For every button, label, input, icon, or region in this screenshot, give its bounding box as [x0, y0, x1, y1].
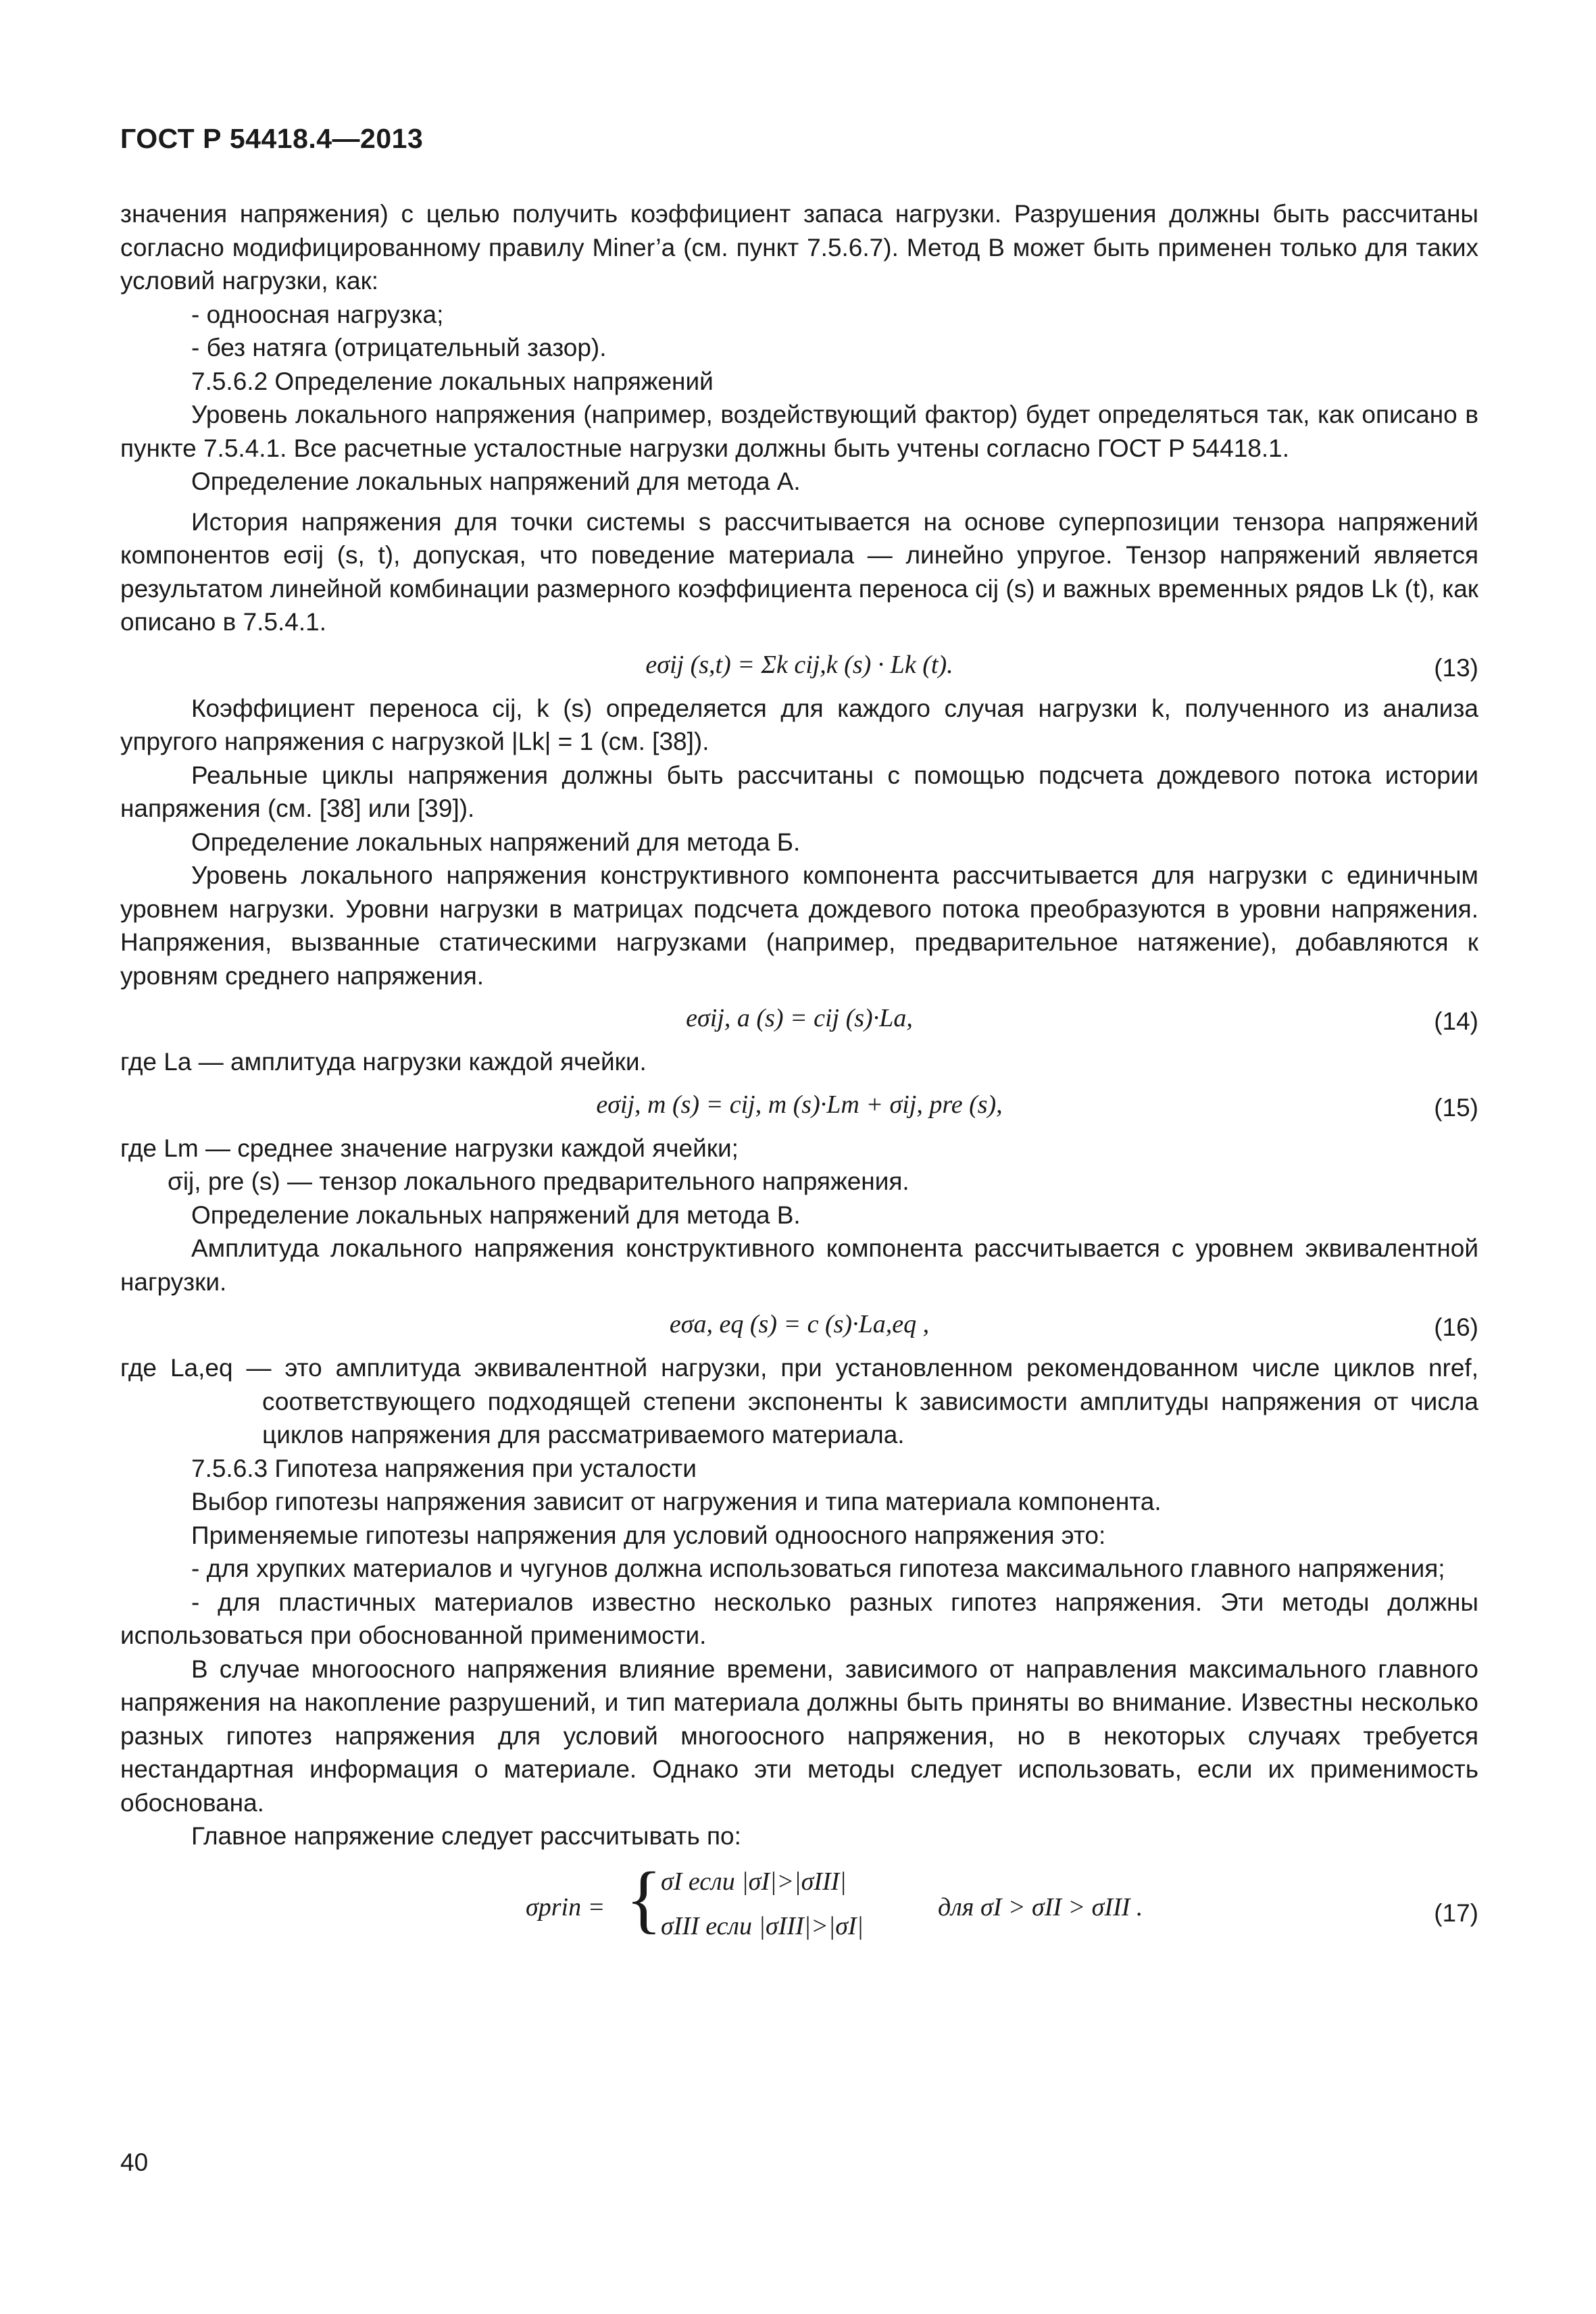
list-item: - для пластичных материалов известно несколько разных гипотез напряжения. Эти методы должны использоваться при обоснованной применимости.: [120, 1588, 1478, 1649]
paragraph: значения напряжения) с целью получить коэффициент запаса нагрузки. Разрушения должны быть рассчитаны согласно модифицированному правилу Miner’a (см. пункт 7.5.6.7). Метод В может быть применен только для таких условий нагрузки, как:: [120, 200, 1478, 295]
equation-expression: eσij (s,t) = Σk cij,k (s) · Lk (t).: [645, 650, 953, 679]
paragraph: Уровень локального напряжения (например, воздействующий фактор) будет определяться так, как описано в пункте 7.5.4.1. Все расчетные усталостные нагрузки должны быть учтены согласно ГОСТ Р 54418.1.: [120, 401, 1478, 462]
equation-16: [120, 1304, 1478, 1346]
equation-number: (13): [1434, 653, 1478, 682]
equation-expression: eσa, eq (s) = c (s)·La,eq ,: [669, 1310, 930, 1338]
paragraph: Выбор гипотезы напряжения зависит от нагружения и типа материала компонента.: [191, 1488, 1162, 1515]
paragraph: Коэффициент переноса cij, k (s) определяется для каждого случая нагрузки k, полученного из анализа упругого напряжения с нагрузкой |Lk| = 1 (см. [38]).: [120, 694, 1478, 755]
paragraph: где Lm — среднее значение нагрузки каждой ячейки;: [120, 1134, 739, 1162]
paragraph: Определение локальных напряжений для метода Б.: [191, 828, 801, 856]
equation-lhs: σprin =: [526, 1892, 605, 1921]
equation-number: (16): [1434, 1313, 1478, 1341]
paragraph: Реальные циклы напряжения должны быть рассчитаны с помощью подсчета дождевого потока истории напряжения (см. [38] или [39]).: [120, 761, 1478, 822]
equation-15: [120, 1084, 1478, 1126]
equation-case: σI если |σI|>|σIII|: [661, 1867, 847, 1896]
equation-17: [120, 1859, 1478, 1953]
equation-14: [120, 998, 1478, 1040]
list-item: - для хрупких материалов и чугунов должна использоваться гипотеза максимального главного напряжения;: [191, 1555, 1445, 1582]
paragraph: Определение локальных напряжений для метода А.: [191, 468, 801, 495]
paragraph: История напряжения для точки системы s рассчитывается на основе суперпозиции тензора напряжений компонентов eσij (s, t), допуская, что поведение материала — линейно упругое. Тензор напряжений является результатом линейной комбинации размерного коэффициента переноса cij (s) и важных временных рядов Lk (t), как описано в 7.5.4.1.: [120, 507, 1478, 636]
equation-number: (14): [1434, 1007, 1478, 1035]
paragraph: В случае многоосного напряжения влияние времени, зависимого от направления максимального главного напряжения на накопление разрушений, и тип материала должны быть приняты во внимание. Известны несколько разных гипотез напряжения для условий многоосного напряжения, но в некоторых случаях требуется нестандартная информация о материале. Однако эти методы следует использовать, если их применимость обоснована.: [120, 1655, 1478, 1817]
section-heading: 7.5.6.2 Определение локальных напряжений: [191, 367, 714, 395]
paragraph: где La,eq — это амплитуда эквивалентной нагрузки, при установленном рекомендованном числе циклов nref, соответствующего подходящей степени экспоненты k зависимости амплитуды напряжения от числа циклов напряжения для рассматриваемого материала.: [120, 1354, 1478, 1449]
equation-case: σIII если |σIII|>|σI|: [661, 1911, 864, 1940]
paragraph: Определение локальных напряжений для метода В.: [191, 1201, 801, 1229]
piecewise-equation: [526, 1857, 1337, 1953]
paragraph: где La — амплитуда нагрузки каждой ячейки.: [120, 1048, 647, 1076]
equation-expression: eσij, a (s) = cij (s)·La,: [686, 1004, 913, 1032]
document-body: [120, 197, 1478, 1959]
section-heading: 7.5.6.3 Гипотеза напряжения при усталости: [191, 1454, 697, 1482]
brace-icon: {: [626, 1857, 662, 1941]
paragraph: σij, pre (s) — тензор локального предварительного напряжения.: [168, 1167, 909, 1195]
equation-expression: eσij, m (s) = cij, m (s)·Lm + σij, pre (s),: [596, 1090, 1003, 1119]
list-item: - без натяга (отрицательный зазор).: [191, 334, 607, 361]
equation-number: (15): [1434, 1093, 1478, 1122]
equation-condition: для σI > σII > σIII .: [938, 1892, 1143, 1921]
equation-13: [120, 645, 1478, 686]
document-header: ГОСТ Р 54418.4—2013: [120, 123, 424, 154]
paragraph: Амплитуда локального напряжения конструктивного компонента рассчитывается с уровнем эквивалентной нагрузки.: [120, 1234, 1478, 1296]
page-number: 40: [120, 2148, 149, 2176]
paragraph: Применяемые гипотезы напряжения для условий одноосного напряжения это:: [191, 1521, 1106, 1549]
equation-number: (17): [1434, 1898, 1478, 1927]
paragraph: Уровень локального напряжения конструктивного компонента рассчитывается для нагрузки с единичным уровнем нагрузки. Уровни нагрузки в матрицах подсчета дождевого потока преобразуются в уровни напряжения. Напряжения, вызванные статическими нагрузками (например, предварительное натяжение), добавляются к уровням среднего напряжения.: [120, 861, 1478, 990]
list-item: - одноосная нагрузка;: [191, 300, 444, 328]
paragraph: Главное напряжение следует рассчитывать по:: [191, 1822, 741, 1850]
